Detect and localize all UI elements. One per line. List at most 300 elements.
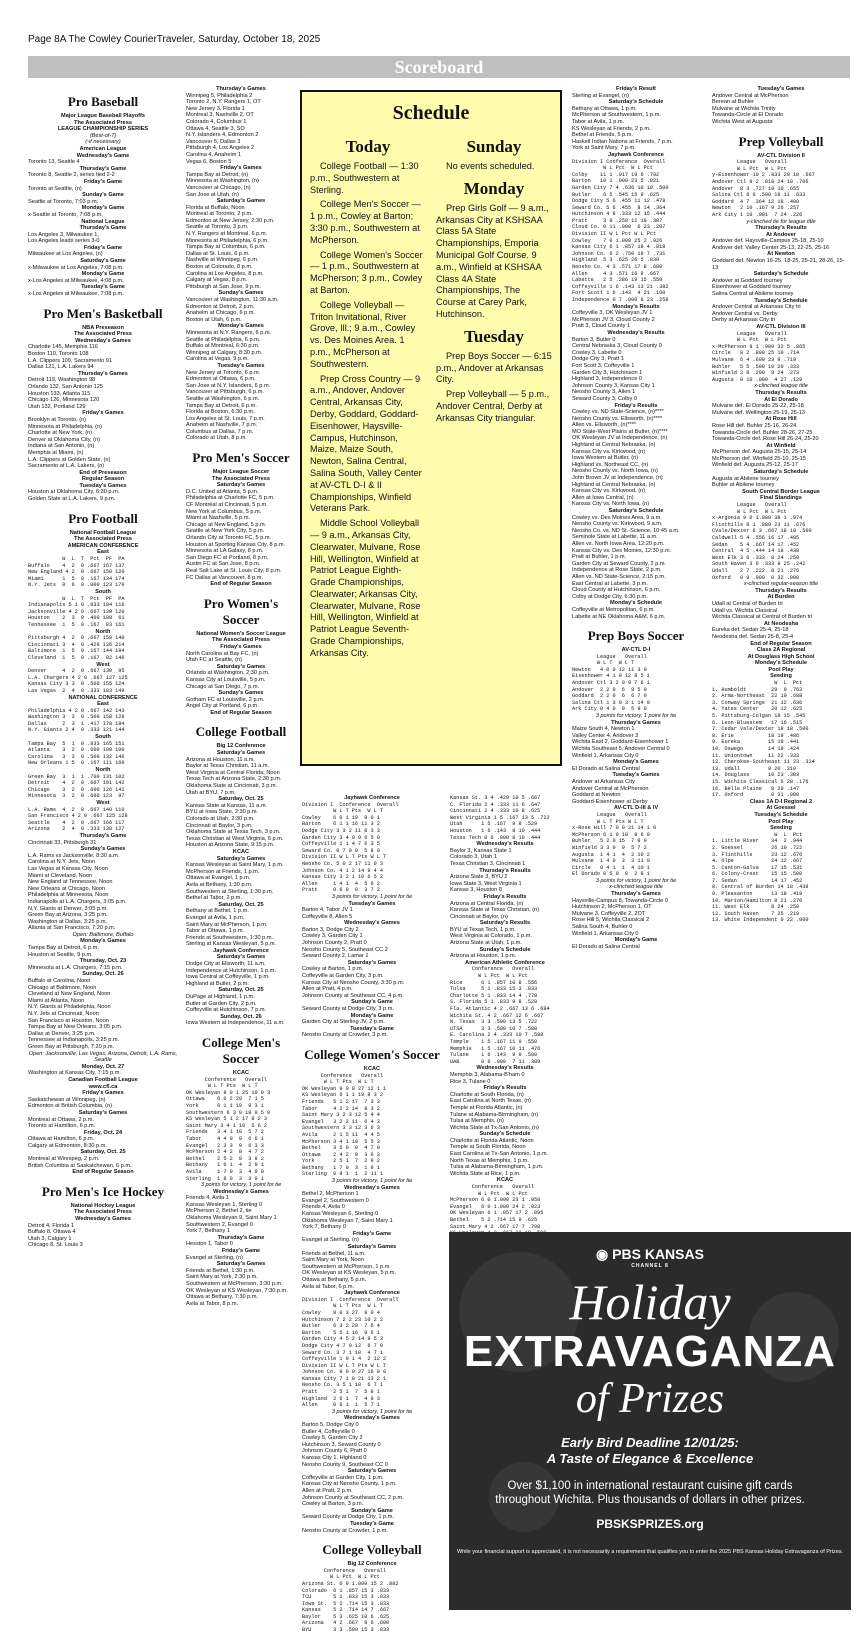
result-line: Neosho Co. vs. ND St.-Science, 10:45 a.m. [572, 527, 680, 534]
result-line: Tampa Bay at Detroit, (n) [186, 171, 249, 178]
result-line: Chicago at Baltimore, Noon [28, 984, 97, 991]
result-line: Chicago at New England, 5 p.m. [186, 521, 267, 528]
result-line: Seminole State at Labette, 11 a.m. [572, 534, 658, 541]
section-heading: Pro Football [68, 510, 138, 526]
result-line: Tampa Bay at Detroit, 6 p.m. [28, 945, 99, 952]
note: x-clinched league title [754, 383, 808, 390]
result-line: East Carolina at North Texas, (n) [450, 1098, 532, 1105]
subheading: Monday's Game [614, 937, 658, 944]
subheading: Jayhawk Conference [344, 1290, 400, 1297]
result-line: Friends 4, Avila 1 [186, 1195, 229, 1202]
result-line: Salina South 4, Buhler 0 [572, 924, 633, 931]
standings-row: L.A. Chargers 4 2 0 .667 127 125 [28, 674, 128, 681]
subheading: Monday's Games [613, 759, 659, 766]
standings-row: Bethel 2 5 2 8 3 9 2 [186, 1155, 264, 1162]
subheading: Wednesday's Game [76, 152, 130, 159]
result-line: New Jersey 3, Florida 1 [186, 105, 245, 112]
result-line: Kansas Wesleyan at Saint Mary, 1 p.m. [186, 862, 284, 869]
subheading: Friday's Result [616, 86, 656, 92]
result-line: East Carolina at Tx-San Antonio, 1 p.m. [450, 1151, 549, 1158]
subheading: Thursday's Game [217, 1234, 265, 1241]
result-line: Salina Central at Abilene tourney [712, 291, 794, 298]
subheading: Monday's Game [350, 1012, 394, 1019]
standings-row: W L Pct W L Pct [302, 1574, 380, 1581]
result-line: Pittsburgh at San Jose, 9 p.m. [186, 283, 261, 290]
result-line: Carolina 4, Anaheim 1 [186, 151, 242, 158]
subheading: End of Regular Season [210, 709, 272, 716]
standings-row: Indianapolis 5 1 0 .833 194 116 [28, 602, 125, 609]
result-line: Garden City at Seward County, 2 p.m. [572, 560, 667, 567]
schedule-right-column [436, 131, 552, 663]
subheading: Sunday's Game [351, 999, 393, 1006]
result-line: Iowa Central at Coffeyville, 1 p.m. [186, 974, 270, 981]
result-line: Wichita Classical at Central of Burden tri [712, 614, 813, 621]
standings-row: Highland 5 3 .625 26 5 .839 [572, 257, 660, 264]
subheading: Monday's Game [81, 271, 125, 278]
result-line: Buffalo at Montreal, 6:30 p.m. [186, 343, 260, 350]
result-line: OK Wesleyan at KS Wesleyan, 7:30 p.m. [186, 1287, 288, 1294]
standings-row: Winfield 2 8 .200 9 24 .273 [712, 370, 800, 377]
subheading: At El Dorado [764, 396, 798, 403]
result-line: Dallas 121, L.A. Lakers 94 [28, 364, 94, 371]
result-line: Mulvane def. Wellington 25-19, 25-13 [712, 409, 805, 416]
subheading: Saturday's Games [216, 1261, 266, 1268]
standings-row: W L T Pts W L T [302, 1079, 374, 1086]
result-line: Towanda-Circle at El Dorado [712, 112, 784, 119]
standings-row: 14. Douglass 10 23 .303 [712, 772, 800, 779]
result-line: Coffeyville 8, Allen 5 [302, 913, 353, 920]
result-line: Udall at Central of Burden tri [712, 600, 783, 607]
result-line: Minnesota at LA Galaxy, 8 p.m. [186, 548, 264, 555]
result-line: Seattle at Toronto, 3 p.m. [186, 224, 249, 231]
schedule-title: Schedule [392, 102, 470, 124]
subheading: Wednesday's Results [607, 329, 665, 336]
result-line: Temple at Florida Atlantic, (n) [450, 1104, 523, 1111]
standings-row: Garden City 4 5 2 14 9 5 3 [302, 1336, 383, 1343]
pbs-kansas-advertisement[interactable] [449, 1232, 851, 1610]
standings-row: 10. Oswego 14 19 .424 [712, 746, 800, 752]
result-line: Cowley vs. ND State-Science, (n)**** [572, 409, 664, 416]
result-line: Nashville at Winnipeg, 6 p.m. [186, 257, 259, 264]
subheading: Tuesday's Games [79, 482, 127, 489]
result-line: Green Bay at Pittsburgh, 7:20 p.m. [28, 1043, 115, 1050]
result-line: Neodesha def. Sedan 25-8, 25-4 [712, 633, 794, 640]
standings-row: Circle 8 2 .800 25 10 .714 [712, 350, 800, 357]
result-line: Allen vs. Ellsworth, (n)**** [572, 422, 637, 429]
standings-row: Friends 5 1 2 17 7 3 3 [302, 1098, 380, 1105]
subheading: At Burden [767, 594, 795, 601]
result-line: Ottawa at Hamilton, 6 p.m. [28, 1136, 95, 1143]
result-line: Friends at Bethel, 11 a.m. [302, 1250, 366, 1257]
result-line: Toronto 2, N.Y. Rangers 1, OT [186, 99, 261, 106]
result-line: Minnesota at N.Y. Rangers, 6 p.m. [186, 329, 272, 336]
standings-row: Charlotte 5 1 .833 14 4 .778 [450, 992, 538, 999]
result-line: San Francisco at Houston, Noon [28, 1017, 109, 1024]
standings-row: 9. Pleasanton 13 18 .419 [712, 891, 803, 898]
result-line: Friends 4, Avila 0 [302, 1204, 345, 1211]
standings-row: Johnson Co. 6 2 .750 19 7 .731 [572, 250, 666, 257]
result-line: Neosho County 9, Southeast CC 0 [302, 1461, 388, 1468]
section-heading: Prep Volleyball [738, 133, 824, 149]
result-line: Neosho County 5, Southeast CC 2 [302, 946, 388, 953]
result-line: Butler at Garden City, 2 p.m. [186, 1000, 257, 1007]
result-line: Rose Hill 5, Wichita Classical 2 [572, 917, 650, 924]
result-line: Houston at Seattle, 9 p.m. [28, 951, 93, 958]
standings-row: W L Pct W L Pct [450, 1190, 528, 1197]
result-line: Sterling at Evangel, (n) [572, 92, 629, 99]
result-line: Dallas at Denver, 3:25 p.m. [28, 1030, 96, 1037]
subheading: Friday's Games [220, 165, 262, 172]
result-line: Los Angeles 3, Milwaukee 1, [28, 231, 99, 238]
result-line: Friends at Southwestern, 1:30 p.m. [186, 934, 274, 941]
subheading: Tuesday's Games [757, 86, 805, 92]
page-folio: Page 8A The Cowley CourierTraveler, Saturday, October 18, 2025 [28, 34, 321, 45]
result-line: Memphis at Miami, (n) [28, 449, 84, 456]
standings-row: Eisenhower 4 1 0 12 8 5 1 [572, 673, 650, 680]
section-banner: Scoreboard [28, 56, 850, 78]
result-line: New Orleans at Chicago, Noon [28, 885, 106, 892]
standings-row: League Overall [712, 502, 787, 509]
standings-row: Baltimore 1 5 0 .167 144 194 [28, 648, 125, 655]
section-heading: Pro Women's Soccer [203, 595, 279, 627]
standings-row: x-Argonia 9 0 1.000 38 1 .974 [712, 515, 803, 522]
result-line: Washington at Kansas City, 7:15 p.m. [28, 1070, 121, 1077]
standings-row: Atlanta 3 2 0 .600 100 100 [28, 747, 125, 754]
subheading: American Athletic Conference [465, 959, 545, 966]
result-line: Central Nebraska 3, Cloud County 0 [572, 343, 662, 350]
result-line: Saint Mary at York, Noon [302, 1257, 364, 1264]
result-line: Johnson County 2, Pratt 0 [302, 940, 367, 947]
standings-row: Cincinnati 3 4 0 .429 136 214 [28, 641, 125, 648]
standings-row: Bethany 1 6 1 4 2 9 1 [186, 1162, 264, 1169]
standings-row: Denver 4 2 0 .667 130 95 [28, 668, 125, 675]
standings-row: Division II W L T Pts W L T [302, 1362, 387, 1369]
result-line: Mulvane def. El Dorado 25-22, 25-18 [712, 403, 804, 410]
result-line: Arizona at Central Florida, (n) [450, 900, 524, 907]
subheading: AV-CTL D-III & IV [613, 805, 659, 812]
standings-row: El Dorado 0 5 0 0 2 8 1 [572, 871, 650, 878]
standings-row: Evangel 6 0 1.000 24 2 .923 [450, 1203, 541, 1210]
result-line: Philadelphia at Charlotte FC, 5 p.m. [186, 495, 275, 502]
result-line: N.Y. Giants at Philadelphia, Noon [28, 1004, 111, 1011]
standings-row: Cowley 8 0 3 27 8 0 4 [302, 1309, 380, 1316]
result-line: Minnesota at Washington, (n) [186, 178, 259, 185]
result-line: Barton 3, Dodge City 2 [302, 926, 359, 933]
subheading: The Associated Press [74, 119, 132, 126]
standings-row: Baylor 5 3 .625 10 6 .625 [302, 1613, 390, 1620]
subheading: Saturday's Games [216, 954, 266, 961]
result-line: York at Saint Mary, 7 p.m. [572, 145, 636, 152]
subheading: At Douglass High School [747, 653, 815, 660]
result-line: Minnesota at Philadelphia, (n) [28, 423, 103, 430]
standings-row: Kansas 5 2 .714 14 7 .667 [302, 1607, 390, 1614]
standings-row: Pittsburgh 4 2 0 .667 150 140 [28, 635, 125, 642]
subheading: At Neodesha [763, 620, 799, 627]
result-line: York 7, Bethany 1 [186, 1228, 230, 1235]
result-line: Colorado at Utah, 8 p.m. [186, 435, 247, 442]
standings-row: Winfield 3 3 0 9 5 7 2 [572, 844, 647, 851]
result-line: Detroit 119, Washington 98 [28, 377, 96, 384]
subheading: Major League Baseball Playoffs [61, 113, 145, 119]
result-line: Oklahoma State at Texas Tech, 3 p.m. [186, 829, 281, 836]
result-line: Vancouver at Chicago, (n) [186, 184, 251, 191]
subheading: Tuesday's Schedule [754, 297, 808, 304]
standings-row: 8. Erie 18 19 .486 [712, 732, 800, 739]
result-line: McPherson 2, Bethel 2, tie [186, 1208, 252, 1215]
subheading: Friday's Results [483, 893, 527, 900]
result-line: L.A. Rams vs Jacksonville, 8:30 a.m. [28, 852, 120, 859]
subheading: Saturday's Games [216, 750, 266, 757]
standings-row: Newton 4 0 0 12 11 3 0 [572, 666, 647, 673]
subheading: Tuesday's Games [348, 900, 396, 907]
standings-row: Friends 3 4 1 10 5 7 2 [186, 1129, 264, 1136]
result-line: Independence at Rose State, 2 p.m. [572, 567, 662, 574]
subheading: Saturday's Games [78, 1109, 128, 1116]
subheading: Sunday's Schedule [479, 1131, 531, 1138]
subheading: Thursday's Results [479, 867, 531, 874]
subheading: Saturday's Games [347, 1468, 397, 1475]
result-line: Coffeyville at Hutchinson, 7 p.m. [186, 1007, 267, 1014]
result-line: Southwestern at McPherson, 3:30 p.m. [186, 1281, 283, 1287]
result-line: Carolina at Vegas, 9 p.m. [186, 356, 249, 363]
section-heading: College Volleyball [322, 1542, 422, 1558]
result-line: Augusta at Abilene tourney [712, 475, 779, 482]
result-line: Charlotte at New York, (n) [28, 430, 93, 437]
result-line: Maize South 4, Newton 1 [572, 726, 635, 733]
standings-row: W L T W L T [572, 660, 635, 667]
subheading: End of Preseason [79, 469, 127, 476]
note: x-clinched regular-season title [743, 581, 819, 588]
subheading: National Football League [69, 529, 137, 536]
standings-row: Kansas City 7 1 0 21 13 2 1 [302, 1375, 387, 1382]
standings-row: Salina Ctl 6 6 .500 19 11 .633 [712, 192, 806, 199]
result-line: British Columbia at Saskatchewan, 6 p.m. [28, 1162, 132, 1169]
standings-row: Cloud Co. 0 11 .000 6 23 .207 [572, 224, 666, 231]
standings-row: W L T Pts W L T [572, 818, 644, 825]
result-line: Chicago 126, Minnesota 120 [28, 397, 100, 404]
result-line: Cloud County at Hutchinson, 6 p.m. [572, 587, 661, 594]
result-line: Allen vs. North Iowa Area, 12:20 p.m. [572, 540, 665, 547]
result-line: Neosho County at Crowder, 3 p.m. [302, 1032, 388, 1039]
result-line: Udall vs. Wichita Classical [712, 607, 778, 614]
subheading: LEAGUE CHAMPIONSHIP SERIES [57, 126, 149, 133]
standings-row: 4. Yates Center 20 12 .625 [712, 706, 803, 713]
result-line: Cowley at Barton, 1 p.m. [302, 966, 364, 973]
subheading: Jayhawk Conference [213, 947, 269, 954]
standings-row: x-Rose Hill 7 0 0 21 14 1 0 [572, 825, 657, 832]
standings-row: Cowley 6 0 1 19 9 0 1 [302, 814, 380, 821]
standings-row: New England 4 2 0 .667 150 120 [28, 569, 125, 576]
subheading: Saturday, Oct. 25 [218, 901, 264, 908]
schedule-item: Prep Girls Golf — 9 a.m., Arkansas City at KSHSAA Class 5A State Championships, Emporia Municipal Golf Course. 9 a.m., Winfield at KSHSAA Class 4A State Championships, The Course at Carey Park, Hutchinson. [436, 202, 549, 319]
result-line: Coffeyville at Metropolitan, 6 p.m. [572, 606, 655, 613]
result-line: Boston at Utah, 6 p.m. [186, 316, 242, 323]
standings-row: W L T Pts W L T [186, 1083, 258, 1090]
result-line: Tennessee at Indianapolis, 3:25 p.m. [28, 1037, 120, 1044]
result-line: Boston 110, Toronto 108 [28, 351, 89, 357]
standings-row: Hutchinson 7 2 2 23 10 2 2 [302, 1316, 383, 1323]
result-line: Arizona State 3, BYU 2 [450, 874, 508, 881]
standings-row: Neosho Co. 5 0 2 17 11 0 3 [302, 860, 383, 867]
subheading: NBA Preseason [82, 324, 124, 331]
result-line: Golden State at L.A. Lakers, 9 p.m. [28, 496, 116, 503]
result-line: Orlando 132, San Antonio 125 [28, 383, 103, 390]
subheading: AMERICAN CONFERENCE [67, 542, 139, 549]
ad-url-link[interactable]: PBSKSPRIZES.org [596, 1517, 704, 1531]
subheading: Saturday's Game [80, 258, 126, 265]
result-line: Winfield 1, Arkansas City 0 [572, 752, 639, 759]
standings-row: Detroit 4 2 0 .667 191 142 [28, 780, 125, 787]
result-line: MO State-West Plains at Butler, (n)**** [572, 428, 668, 435]
result-line: Baylor at Texas Christian, 11 a.m. [186, 763, 270, 770]
result-line: Kansas City at Louisville, 5 p.m. [186, 676, 266, 683]
standings-row: Buhler 5 2 0 15 7 8 0 [572, 838, 647, 845]
result-line: Texas Christian at West Virginia, 6 p.m. [186, 835, 284, 842]
result-line: Johnson County at Southeast CC, 4 p.m. [302, 992, 404, 999]
schedule-item: College Women's Soccer — 1 p.m., Southwestern at McPherson; 3 p.m., Cowley at Barton. [310, 249, 423, 295]
standings-row: Memphis 1 5 .167 10 11 .476 [450, 1045, 541, 1052]
result-line: Kansas City vs. North Iowa, (n) [572, 501, 650, 508]
result-line: Bethany at Ottawa, 1 p.m. [572, 105, 637, 112]
schedule-item: No events scheduled. [446, 161, 535, 171]
result-line: Andover Central at McPherson [572, 785, 649, 792]
subheading: Wednesday's Games [344, 920, 400, 927]
result-line: Wichita State at Rice, 1 p.m. [450, 1170, 521, 1177]
result-line: Vancouver at Washington, 11:30 a.m. [186, 297, 279, 303]
subheading: Tuesday's Game [350, 1520, 394, 1527]
standings-row: Philadelphia 4 2 0 .667 142 143 [28, 707, 125, 714]
result-line: El Dorado at Salina Central [572, 943, 640, 950]
decorative-bubble [489, 1462, 559, 1532]
result-line: KS Wesleyan at Friends, 2 p.m. [572, 125, 651, 132]
standings-row: Fort Scott 1 6 .143 4 21 .160 [572, 290, 666, 297]
subheading: AV-CTL D-I [621, 647, 651, 654]
subheading: Jayhawk Conference [608, 151, 664, 158]
ad-headline-holiday: Holiday [569, 1274, 731, 1330]
standings-row: Butler 6 3 2 20 7 6 4 [302, 1323, 380, 1330]
note: 3 points for victory, 1 point for tie [331, 1408, 413, 1415]
standings-row: West Elk 3 6 .333 8 24 .250 [712, 554, 800, 561]
result-line: Cowley at Barton, 3 p.m. [302, 1501, 364, 1508]
result-line: Andover Central at McPherson [712, 92, 789, 99]
subheading: Tuesday's Game [350, 1025, 394, 1032]
standings-row: 9. Eureka 15 19 .441 [712, 739, 800, 746]
standings-row: Ottawa 2 4 2 8 3 6 3 [302, 1151, 380, 1158]
schedule-sunday-heading: Sunday [466, 137, 522, 156]
section-heading: College Football [195, 724, 287, 740]
result-line: Tabor at Avila, 1 p.m. [572, 118, 625, 125]
schedule-item: College Football — 1:30 p.m., Southwestern at Sterling. [310, 161, 419, 195]
standings-row: League Overall [572, 653, 647, 660]
subheading: At Rose Hill [765, 416, 797, 423]
result-line: Kansas City vs. Des Moines, 12:30 p.m. [572, 547, 672, 554]
standings-row: Division I Conference Overall [572, 158, 666, 165]
subheading: Monday's Results [612, 303, 660, 310]
result-line: Indianapolis at L.A. Chargers, 3:05 p.m. [28, 898, 127, 905]
standings-row: Ark City 1 10 .091 7 24 .226 [712, 211, 803, 218]
result-line: Avila at Bethany, 1:30 p.m. [186, 881, 253, 888]
result-line: Seward County 3, Colby 0 [572, 395, 637, 402]
standings-row: S. Florida 5 1 .833 9 8 .529 [450, 999, 538, 1006]
standings-row: Division I Conference Overall [302, 1296, 399, 1303]
subheading: Sunday, Oct. 26 [82, 971, 124, 978]
standings-row: Bethel 5 2 .714 15 9 .625 [450, 1217, 538, 1223]
result-line: Kansas State at Kansas, 11 a.m. [186, 802, 268, 809]
result-line: Memphis 3, Alabama-B'ham 0 [450, 1071, 525, 1078]
standings-row: Kansas City 3 2 1 10 6 5 2 [302, 874, 383, 881]
result-line: Calgary at Vegas, 8 p.m. [186, 277, 248, 284]
result-line: Johnson County at Southeast CC, 2 p.m. [302, 1494, 404, 1501]
result-line: Carolina at Los Angeles, 8 p.m. [186, 270, 264, 277]
standings-row: y-Eisenhower 10 2 .833 20 10 .667 [712, 172, 815, 179]
standings-row: Andover 8 3 .727 19 10 .655 [712, 185, 800, 192]
result-line: Edmonton at New Jersey, 2:30 p.m. [186, 217, 275, 224]
standings-row: Tabor 4 4 0 9 6 6 1 [186, 1135, 264, 1142]
result-line: Kansas City vs. Kirkwood, (n) [572, 448, 646, 455]
result-line: Johnson County 3, Kansas City 1 [572, 382, 655, 389]
result-line: San Diego FC at Portland, 8 p.m. [186, 554, 269, 561]
subheading: Monday's Games [80, 938, 126, 945]
standings-row: 12. South Haven 7 25 .219 [712, 910, 800, 917]
subheading: Monday's Schedule [610, 600, 662, 607]
result-line: Neosho County 3, Allen 1 [572, 389, 636, 396]
result-line: Bethel at Friends, 5 p.m. [572, 132, 633, 139]
result-line: Brooklyn at Toronto, (n) [28, 416, 87, 423]
result-line: FC Dallas at Vancouver, 8 p.m. [186, 574, 263, 581]
result-line: BYU at Iowa State, 2:30 p.m. [186, 809, 259, 816]
pbs-kansas-logo: ◉ PBS KANSAS CHANNEL 8 [596, 1246, 704, 1269]
standings-row: 2. Goessel 26 10 .722 [712, 844, 803, 851]
section-heading: Pro Baseball [67, 94, 139, 109]
result-line: Kansas City at Neosho County, 3:30 p.m. [302, 979, 405, 986]
result-line: D.C. United at Atlanta, 5 p.m. [186, 488, 259, 495]
subheading: Saturday's Games [347, 959, 397, 966]
subheading: Sunday's Games [218, 690, 264, 697]
result-line: Garden City 3, Hutchinson 1 [572, 369, 643, 376]
subheading: Thursday's Game [79, 165, 127, 172]
subheading: Thursday, Oct. 23 [79, 958, 127, 965]
ad-headline-extravaganza: EXTRAVAGANZA [463, 1327, 837, 1376]
standings-row: Johnson Co. 4 1 2 14 9 4 4 [302, 867, 383, 874]
standings-row: Cleveland 1 5 0 .167 82 146 [28, 654, 125, 661]
standings-row: W L T Pts W L T [302, 1303, 383, 1310]
subheading: Friday's Results [614, 402, 658, 409]
standings-row: League Overall [712, 159, 787, 166]
column-1 [28, 86, 178, 1249]
result-line: Bethel 2, McPherson 1 [302, 1191, 359, 1198]
standings-row: Mulvane 6 4 .600 23 9 .719 [712, 356, 797, 363]
standings-row: Andover 2 2 0 6 9 5 0 [572, 686, 647, 693]
standings-row: Seward Co. 0 7 0 0 5 8 0 [302, 847, 380, 854]
standings-row: Carolina 3 3 0 .500 132 146 [28, 753, 125, 760]
note: x-clinched league title [609, 884, 663, 891]
standings-row: Cowley 7 0 1.000 25 2 .926 [572, 237, 663, 244]
result-line: Haskell Indian Nations at Friends, 7 p.m. [572, 138, 673, 145]
result-line: Cowley vs. Des Moines Area, 9 a.m. [572, 514, 662, 521]
result-line: Ottawa at Evangel, 1 p.m. [186, 875, 251, 882]
standings-row: Arizona 2 4 0 .333 130 127 [28, 826, 125, 833]
standings-row: Arizona 4 2 .667 9 6 .600 [302, 1620, 390, 1627]
result-line: Derby at Arkansas City tri [712, 317, 776, 324]
standings-row: 16. Belle Plaine 8 29 .147 [712, 785, 800, 792]
result-line: Sterling at Kansas Wesleyan, 5 p.m. [186, 941, 277, 948]
subheading: www.cfl.ca [88, 1083, 118, 1090]
standings-row: UAB 0 6 .000 7 11 .389 [450, 1058, 541, 1065]
result-line: Arizona at Houston, 1 p.m. [450, 953, 517, 960]
standings-row: Avila 1 7 0 3 4 9 0 [186, 1168, 264, 1175]
standings-row: Colby 11 1 .917 19 6 .792 [572, 171, 660, 178]
subheading: Wednesday's Games [344, 1415, 400, 1422]
